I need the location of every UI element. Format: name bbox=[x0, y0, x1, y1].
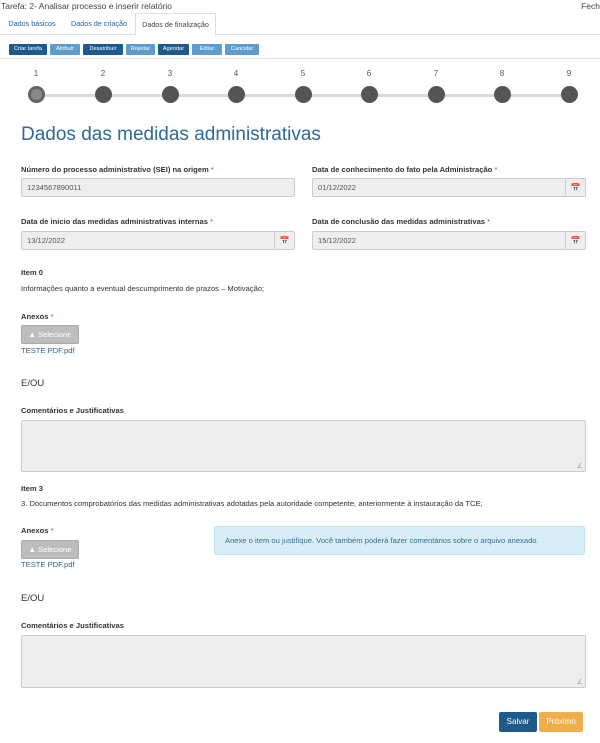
step-1[interactable] bbox=[26, 68, 46, 103]
save-button[interactable]: Salvar bbox=[499, 712, 537, 732]
step-number: 1 bbox=[33, 69, 39, 78]
task-title: Tarefa: 2- Analisar processo e inserir relatório bbox=[1, 1, 173, 11]
section-title: Dados das medidas administrativas bbox=[21, 124, 321, 145]
calendar-icon[interactable]: 📅 bbox=[274, 232, 294, 249]
agendar-button[interactable]: Agendar bbox=[158, 44, 189, 55]
anexos-label bbox=[21, 526, 54, 535]
step-number: 8 bbox=[499, 69, 505, 78]
required-mark: * bbox=[50, 312, 54, 321]
data-inicio-input[interactable] bbox=[21, 231, 295, 250]
step-dot bbox=[494, 86, 511, 103]
calendar-icon[interactable]: 📅 bbox=[565, 179, 585, 196]
data-conclusao-input[interactable] bbox=[312, 231, 586, 250]
sei-label bbox=[21, 165, 214, 174]
comments-label: Comentários e Justificativas bbox=[21, 406, 124, 415]
progress-stepper bbox=[0, 68, 600, 108]
divider bbox=[0, 58, 600, 59]
data-conhecimento-label bbox=[312, 165, 497, 174]
step-2[interactable] bbox=[93, 68, 113, 103]
upload-label: Selecione bbox=[38, 545, 72, 554]
step-dot bbox=[428, 86, 445, 103]
criar-tarefa-button[interactable]: Criar tarefa bbox=[9, 44, 47, 55]
label-text: Anexos bbox=[21, 526, 49, 535]
data-conclusao-label bbox=[312, 217, 490, 226]
upload-button[interactable] bbox=[21, 540, 79, 559]
tab-bar bbox=[0, 13, 600, 35]
step-number: 7 bbox=[433, 69, 439, 78]
step-dot bbox=[95, 86, 112, 103]
sei-value: 1234567890011 bbox=[27, 183, 82, 192]
data-inicio-label bbox=[21, 217, 213, 226]
data-conhecimento-input[interactable] bbox=[312, 178, 586, 197]
step-number: 2 bbox=[100, 69, 106, 78]
step-number: 6 bbox=[366, 69, 372, 78]
label-text: Data de inicio das medidas administrativas internas bbox=[21, 217, 208, 226]
calendar-icon[interactable]: 📅 bbox=[565, 232, 585, 249]
attached-file-link[interactable]: TESTE PDF.pdf bbox=[21, 560, 75, 569]
step-3[interactable] bbox=[160, 68, 180, 103]
step-dot bbox=[28, 86, 45, 103]
tab-dados-finalizacao[interactable]: Dados de finalização bbox=[135, 13, 216, 36]
comments-textarea[interactable] bbox=[21, 635, 586, 688]
or-label: E/OU bbox=[21, 593, 45, 604]
step-number: 4 bbox=[233, 69, 239, 78]
required-mark: * bbox=[487, 217, 491, 226]
sei-input[interactable] bbox=[21, 178, 295, 197]
item-description: 3. Documentos comprobatórios das medidas administrativas adotadas pela autoridade competente, anteriormente à instauração da TCE; bbox=[21, 499, 483, 508]
tab-dados-criacao[interactable]: Dados de criação bbox=[71, 19, 127, 28]
label-text: Data de conclusão das medidas administrativas bbox=[312, 217, 486, 226]
step-dot bbox=[361, 86, 378, 103]
step-dot bbox=[162, 86, 179, 103]
comments-textarea[interactable] bbox=[21, 420, 586, 472]
label-text: Número do processo administrativo (SEI) na origem bbox=[21, 165, 209, 174]
close-link[interactable]: Fech bbox=[581, 1, 600, 11]
required-mark: * bbox=[494, 165, 498, 174]
step-dot bbox=[228, 86, 245, 103]
attached-file-link[interactable]: TESTE PDF.pdf bbox=[21, 346, 75, 355]
label-text: Anexos bbox=[21, 312, 49, 321]
required-mark: * bbox=[210, 217, 214, 226]
step-number: 9 bbox=[566, 69, 572, 78]
required-mark: * bbox=[210, 165, 214, 174]
data-conhecimento-value: 01/12/2022 bbox=[318, 183, 357, 192]
resize-grip-icon[interactable]: ∠ bbox=[576, 463, 583, 470]
rejeitar-button[interactable]: Rejeitar bbox=[126, 44, 155, 55]
data-conclusao-value: 15/12/2022 bbox=[318, 236, 357, 245]
step-6[interactable] bbox=[359, 68, 379, 103]
desatribuir-button[interactable]: Desatribuir bbox=[83, 44, 123, 55]
item-description: Informações quanto a eventual descumprimento de prazos – Motivação; bbox=[21, 284, 265, 293]
upload-icon: ▲ bbox=[28, 330, 37, 339]
label-text: Data de conhecimento do fato pela Administração bbox=[312, 165, 493, 174]
or-label: E/OU bbox=[21, 378, 45, 389]
step-dot bbox=[561, 86, 578, 103]
cancelar-button[interactable]: Cancelar bbox=[225, 44, 259, 55]
tab-dados-basicos[interactable]: Dados básicos bbox=[8, 19, 56, 28]
item-title: Item 3 bbox=[21, 484, 43, 493]
resize-grip-icon[interactable]: ∠ bbox=[576, 679, 583, 686]
window-header bbox=[0, 0, 600, 13]
step-8[interactable] bbox=[492, 68, 512, 103]
data-inicio-value: 13/12/2022 bbox=[27, 236, 66, 245]
anexos-label bbox=[21, 312, 54, 321]
atribuir-button[interactable]: Atribuir bbox=[50, 44, 80, 55]
upload-icon: ▲ bbox=[28, 545, 37, 554]
info-alert: Anexe o item ou justifique. Você também poderá fazer comentários sobre o arquivo anexado. bbox=[214, 526, 585, 555]
required-mark: * bbox=[50, 526, 54, 535]
step-number: 5 bbox=[300, 69, 306, 78]
item-title: Item 0 bbox=[21, 268, 43, 277]
editar-button[interactable]: Editar bbox=[192, 44, 222, 55]
step-9[interactable] bbox=[559, 68, 579, 103]
upload-button[interactable] bbox=[21, 325, 79, 344]
next-button[interactable]: Próximo bbox=[539, 712, 583, 732]
comments-label: Comentários e Justificativas bbox=[21, 621, 124, 630]
step-5[interactable] bbox=[293, 68, 313, 103]
step-dot bbox=[295, 86, 312, 103]
step-4[interactable] bbox=[226, 68, 246, 103]
step-number: 3 bbox=[167, 69, 173, 78]
step-7[interactable] bbox=[426, 68, 446, 103]
upload-label: Selecione bbox=[38, 330, 72, 339]
